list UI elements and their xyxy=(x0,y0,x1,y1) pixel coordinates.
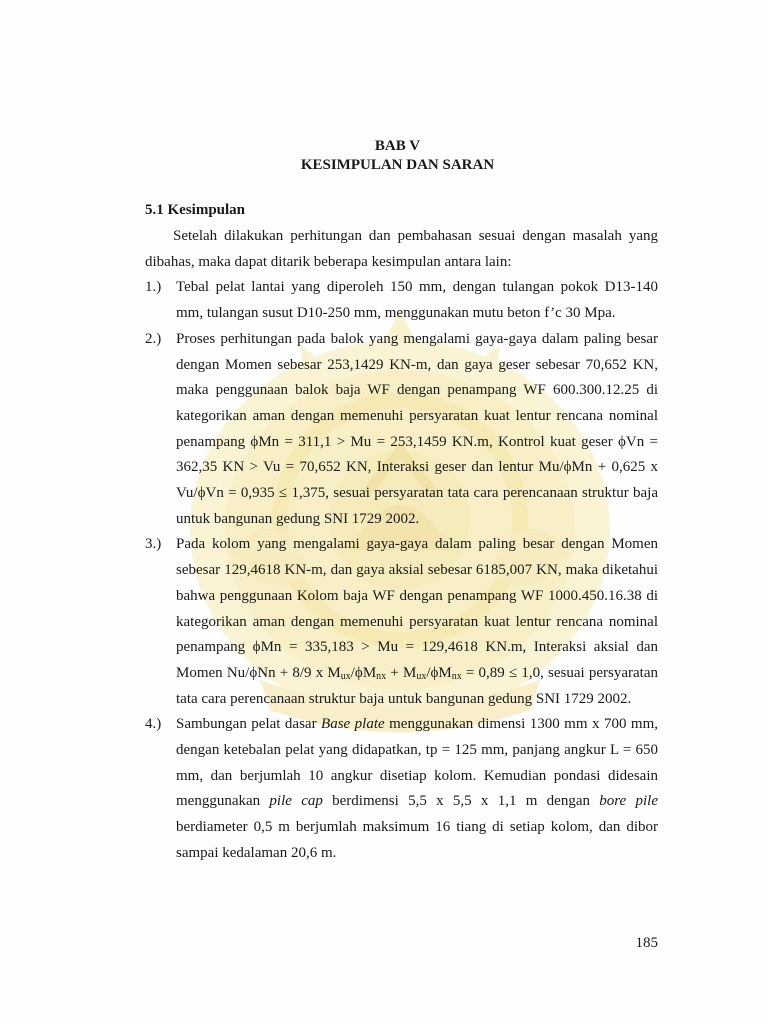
list-item-text xyxy=(176,532,658,712)
text-segment: + M xyxy=(386,664,417,681)
text-segment: /ϕM xyxy=(426,664,452,681)
text-segment: berdimensi 5,5 x 5,5 x 1,1 m dengan xyxy=(322,793,600,810)
intro-paragraph: Setelah dilakukan perhitungan dan pembahasan sesuai dengan masalah yang dibahas, maka dapat ditarik beberapa kesimpulan antara lain: xyxy=(145,228,658,270)
list-item-number: 4.) xyxy=(145,716,162,733)
subscript: ux xyxy=(416,670,427,682)
text-segment: Sambungan pelat dasar xyxy=(176,716,322,733)
list-item-text: Tebal pelat lantai yang diperoleh 150 mm, dengan tulangan pokok D13-140 mm, tulangan susut D10-250 mm, menggunakan mutu beton f’c 30 Mpa. xyxy=(176,279,658,322)
list-item-number: 2.) xyxy=(145,330,162,347)
subscript: nx xyxy=(376,670,387,682)
italic-term: pile cap xyxy=(269,793,323,810)
italic-term: bore pile xyxy=(599,793,658,810)
list-item-number: 1.) xyxy=(145,279,162,296)
page-number: 185 xyxy=(635,935,658,951)
list-item xyxy=(145,532,658,712)
list-item xyxy=(145,275,658,326)
list-item xyxy=(145,712,658,866)
chapter-heading xyxy=(137,137,658,175)
chapter-title: KESIMPULAN DAN SARAN xyxy=(300,157,495,173)
text-segment: /ϕM xyxy=(350,664,377,681)
document-content xyxy=(145,137,658,867)
list-item xyxy=(145,327,658,533)
subscript: nx xyxy=(451,670,462,682)
list-item-text xyxy=(176,712,658,866)
text-segment: berdiameter 0,5 m berjumlah maksimum 16 tiang di setiap kolom, dan dibor sampai kedalaman 20,6 m. xyxy=(176,819,658,861)
text-segment: Pada kolom yang mengalami gaya-gaya dalam paling besar dengan Momen sebesar 129,4618 KN-m, dan gaya aksial sebesar 6185,007 KN, maka diketahui bahwa penggunaan Kolom baja WF dengan penampang WF 1000.450.16.38 di kategorikan aman dengan memenuhi persyaratan kuat lentur rencana nominal penampang ϕMn = 335,183 > Mu = 129,4618 KN.m, Interaksi aksial dan Momen Nu/ϕNn + 8/9 x M xyxy=(176,536,658,681)
list-item-number: 3.) xyxy=(145,536,162,553)
subscript: ux xyxy=(340,670,351,682)
italic-term: Base plate xyxy=(321,716,385,733)
list-item-text: Proses perhitungan pada balok yang mengalami gaya-gaya dalam paling besar dengan Momen sebesar 253,1429 KN-m, dan gaya geser sebesar 70,652 KN, maka penggunaan balok baja WF dengan penampang WF 600.300.12.25 di kategorikan aman dengan memenuhi persyaratan kuat lentur rencana nominal penampang ϕMn = 311,1 > Mu = 253,1459 KN.m, Kontrol kuat geser ϕVn = 362,35 KN > Vu = 70,652 KN, Interaksi geser dan lentur Mu/ϕMn + 0,625 x Vu/ϕVn = 0,935 ≤ 1,375, sesuai persyaratan tata cara perencanaan struktur baja untuk bangunan gedung SNI 1729 2002. xyxy=(176,330,658,527)
text-segment: menggunakan dimensi 1300 mm x 700 mm, dengan ketebalan pelat yang didapatkan, tp = 125 mm, panjang angkur L = 650 mm, dan berjumlah 10 angkur disetiap kolom. Kemudian pondasi didesain menggunakan xyxy=(176,716,658,810)
chapter-label: BAB V xyxy=(374,138,421,154)
text-segment: = 0,89 ≤ 1,0, sesuai persyaratan tata cara perencanaan struktur baja untuk bangunan gedung SNI 1729 2002. xyxy=(176,664,659,707)
section-title: 5.1 Kesimpulan xyxy=(145,202,246,218)
